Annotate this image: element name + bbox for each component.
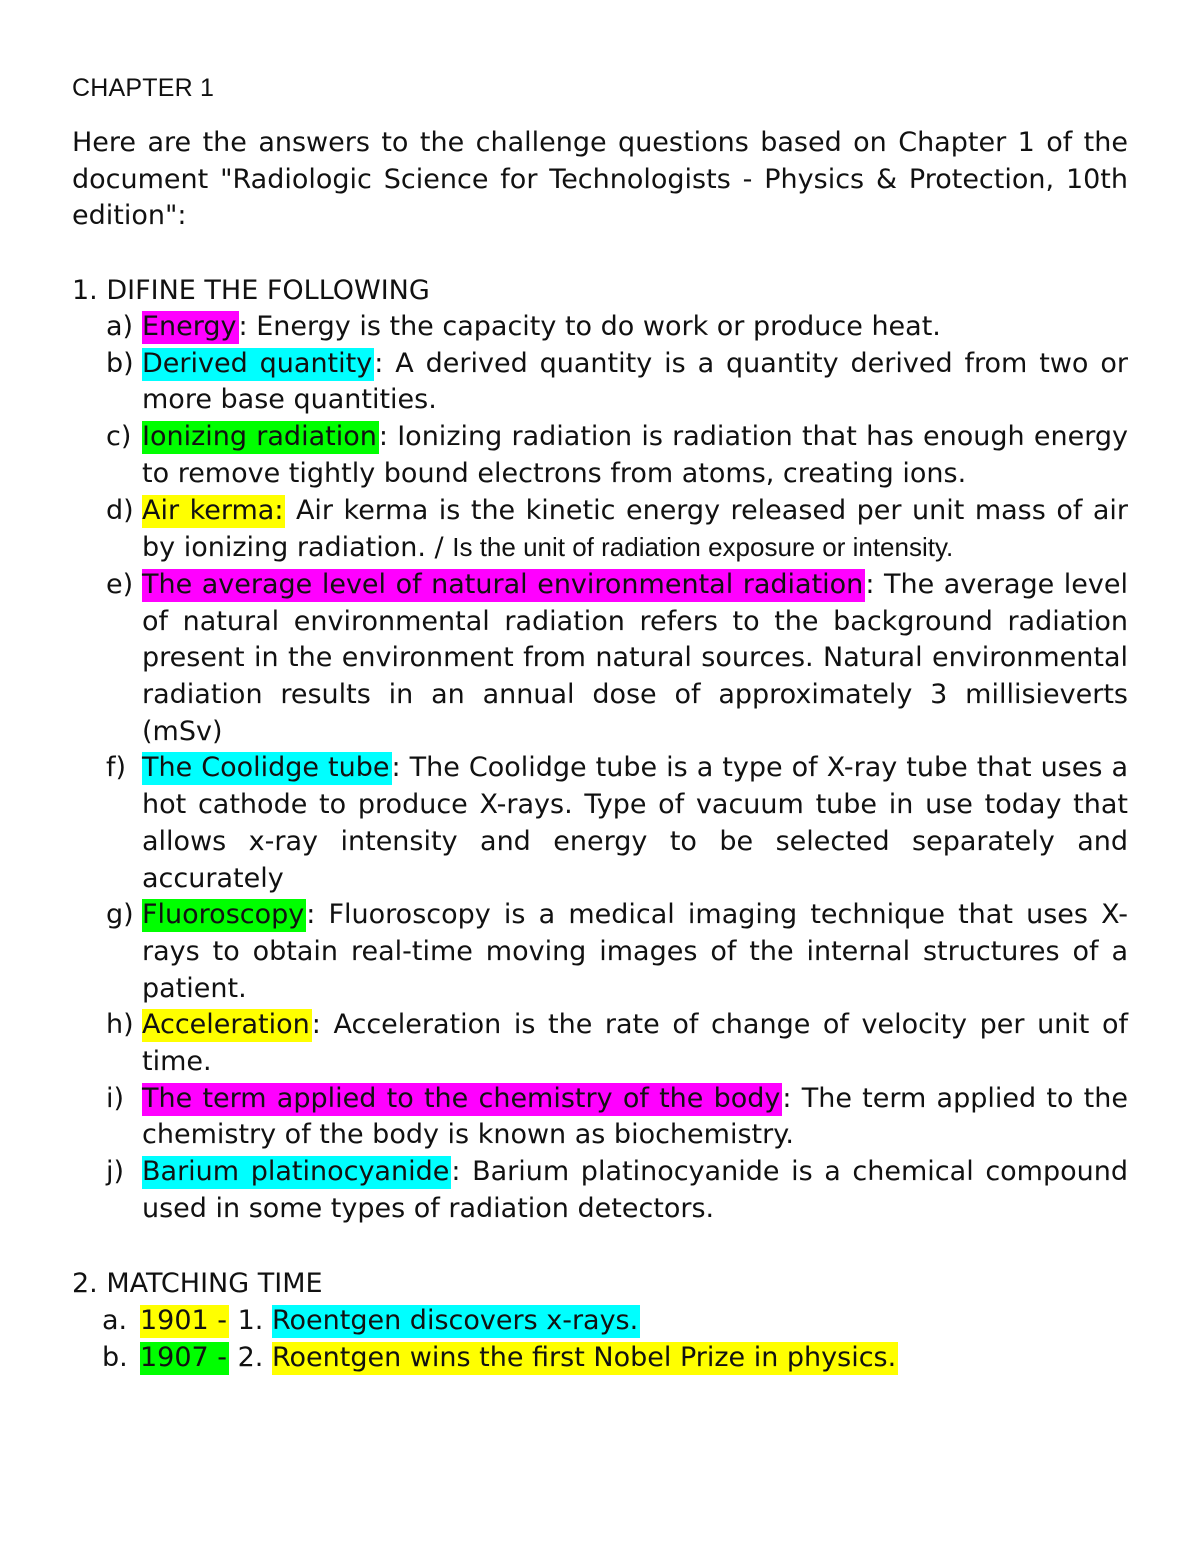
event-highlight: Roentgen discovers x-rays. [271, 1305, 639, 1337]
section-1-title: 1. DIFINE THE FOLLOWING [72, 274, 430, 306]
highlighted-term: The average level of natural environmental radiation [142, 568, 864, 600]
definition-item-e [72, 567, 1128, 751]
definition-text: Ionizing radiation is radiation that has enough energy to remove tightly bound electrons from atoms, creating ions. [142, 421, 1129, 489]
term-separator: : [306, 899, 316, 931]
highlighted-term: Fluoroscopy [142, 899, 305, 931]
term-separator: : [378, 421, 388, 453]
list-marker: c) [106, 421, 132, 453]
highlighted-term: Derived quantity [142, 347, 373, 379]
definition-item-h [72, 1007, 1128, 1080]
matching-item-b [72, 1339, 1128, 1376]
list-marker: g) [106, 899, 134, 931]
definition-text: The Coolidge tube is a type of X-ray tube that uses a hot cathode to produce X-rays. Type of vacuum tube in use today that allows x-ray intensity and energy to be selected separately and accurately [142, 752, 1128, 894]
definition-text: A derived quantity is a quantity derived from two or more base quantities. [142, 347, 1128, 416]
list-marker: f) [106, 752, 127, 784]
definition-item-g [72, 897, 1128, 1007]
match-number: 1. [229, 1305, 272, 1337]
term-separator: : [451, 1156, 461, 1188]
definition-text: The term applied to the chemistry of the body is known as biochemistry. [142, 1082, 1128, 1151]
definition-item-b [72, 346, 1128, 419]
list-marker: a) [106, 311, 134, 342]
definition-text: Barium platinocyanide is a chemical compound used in some types of radiation detectors. [142, 1156, 1129, 1224]
term-separator: : [238, 311, 248, 342]
event-highlight: Roentgen wins the first Nobel Prize in physics. [271, 1342, 897, 1374]
definition-extra-text: Is the unit of radiation exposure or intensity. [452, 532, 954, 563]
definition-text: The average level of natural environmental radiation refers to the background radiation present in the environment from natural sources. Natural environmental radiation results in an annual dose of approximately 3 millisieverts (mSv) [142, 568, 1129, 747]
definitions-list [72, 309, 1128, 1228]
definition-item-i [72, 1081, 1128, 1154]
highlighted-term: The Coolidge tube [142, 752, 390, 784]
term-separator: : [782, 1082, 792, 1114]
list-marker: d) [106, 494, 134, 526]
highlighted-term: Acceleration [142, 1009, 310, 1041]
matching-list [72, 1302, 1128, 1376]
list-marker: e) [106, 568, 134, 600]
term-separator: : [311, 1009, 321, 1041]
highlighted-term: Barium platinocyanide [142, 1156, 450, 1188]
term-separator: : [391, 752, 401, 784]
highlighted-term: Air kerma: [142, 494, 284, 526]
definition-item-f [72, 750, 1128, 897]
definition-text: Air kerma is the kinetic energy released per unit mass of air by ionizing radiation. / [142, 494, 1128, 564]
definition-item-d [72, 493, 1128, 567]
definition-text: Fluoroscopy is a medical imaging technique that uses X-rays to obtain real-time moving images of the internal structures of a patient. [142, 899, 1128, 1004]
year-highlight: 1901 - [140, 1305, 228, 1337]
list-marker: i) [106, 1082, 125, 1114]
definition-item-j [72, 1154, 1128, 1227]
highlighted-term: The term applied to the chemistry of the body [142, 1082, 781, 1114]
definition-item-a [72, 309, 1128, 346]
highlighted-term: Energy [142, 311, 237, 342]
definition-text: Energy is the capacity to do work or produce heat. [247, 311, 941, 342]
section-2-title: 2. MATCHING TIME [72, 1267, 323, 1299]
list-marker: h) [106, 1009, 134, 1041]
chapter-heading: CHAPTER 1 [72, 74, 215, 102]
list-marker: j) [106, 1156, 125, 1188]
list-marker: a. [102, 1305, 128, 1337]
list-marker: b) [106, 347, 134, 379]
highlighted-term: Ionizing radiation [142, 421, 377, 453]
matching-item-a [72, 1302, 1128, 1339]
definition-item-c [72, 419, 1128, 492]
match-number: 2. [229, 1342, 272, 1374]
intro-paragraph: Here are the answers to the challenge questions based on Chapter 1 of the document "Radiologic Science for Technologists - Physics & Protection, 10th edition": [72, 127, 1128, 231]
list-marker: b. [102, 1342, 128, 1374]
term-separator: : [374, 347, 384, 379]
definition-text: Acceleration is the rate of change of velocity per unit of time. [142, 1009, 1128, 1078]
year-highlight: 1907 - [140, 1342, 228, 1374]
term-separator: : [865, 568, 875, 600]
